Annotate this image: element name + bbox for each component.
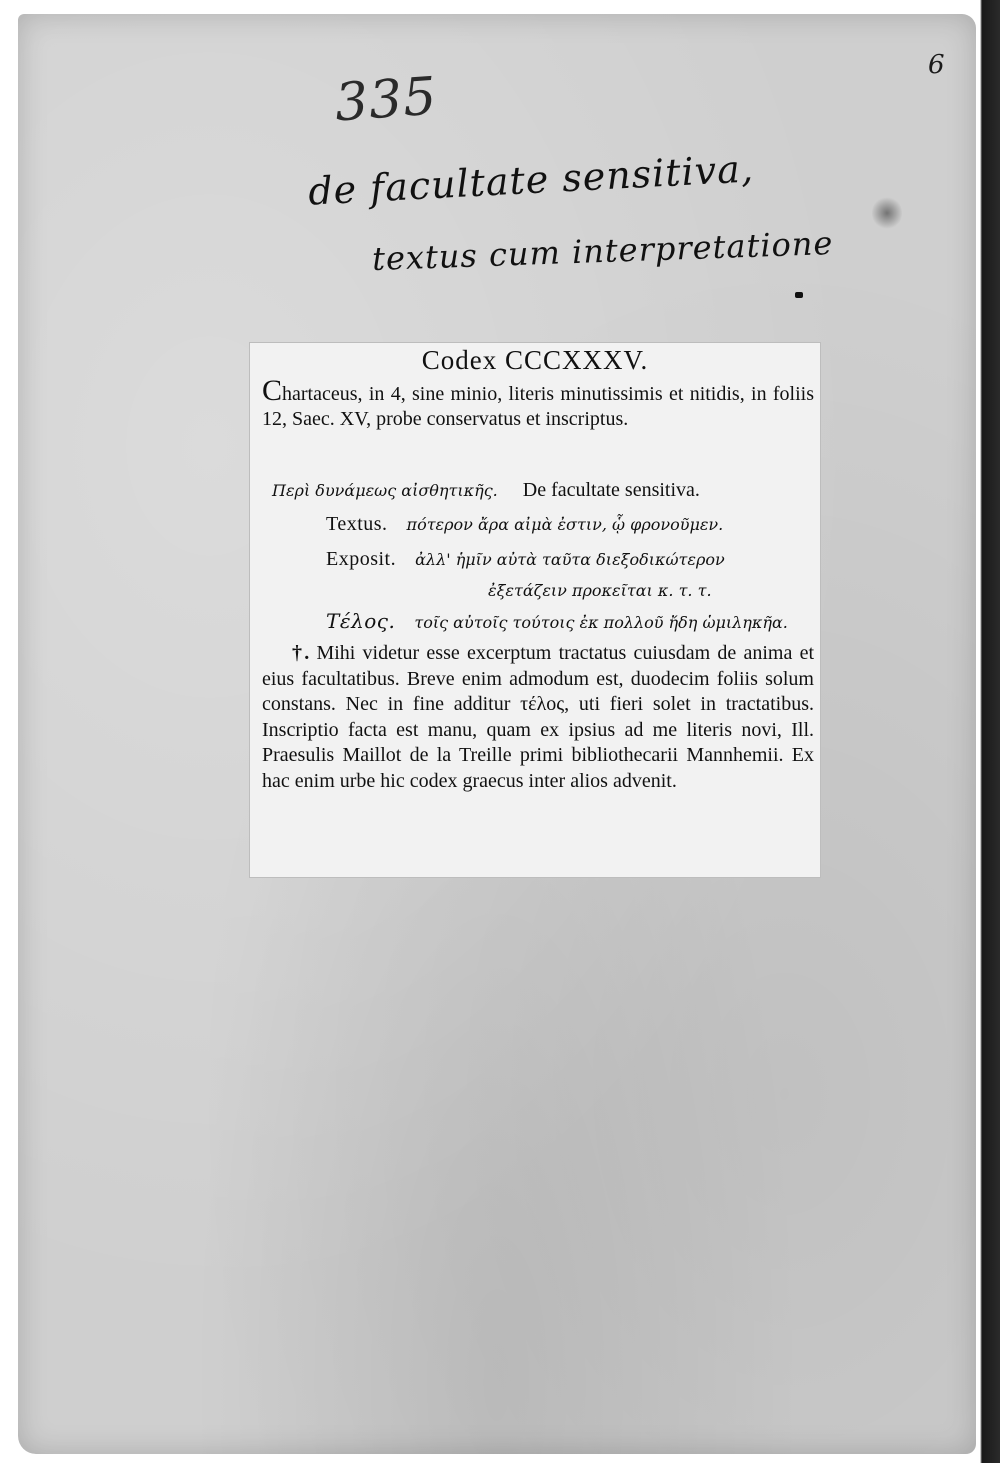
codex-description [262,374,814,432]
greek-title: Περὶ δυνάμεως αἰσθητικῆς. [272,481,498,500]
textus-row [326,513,723,536]
exposit-row [326,548,725,571]
telos-explicit: τοῖς αὐτοῖς τούτοις ἐκ πολλοῦ ἤδη ὡμιληκῆα. [414,613,788,632]
work-title-row [272,479,700,502]
catalog-note [262,641,814,794]
telos-label: Τέλος. [326,609,396,633]
exposit-incipit-line-2: ἐξετάζειν προκεῖται κ. τ. τ. [488,581,712,600]
codex-title: Codex CCCXXXV. [421,345,649,375]
textus-label: Textus. [326,513,388,535]
note-text: Mihi videtur esse excerptum tractatus cuiusdam de anima et eius facultatibus. Breve enim admodum est, duodecim foliis solum constans. Nec in fine additur τέλος, uti fieri solet in tractatibus. Inscriptio facta est manu, quam ex ipsius ad me literis novi, Ill. Praesulis Maillot de la Treille primi bibliothecarii Mannhemii. Ex hac enim urbe hic codex graecus inter alios advenit. [262,642,815,792]
description-text: hartaceus, in 4, sine minio, literis minutissimis et nitidis, in foliis 12, Saec. XV, probe conservatus et inscriptus. [262,383,814,430]
telos-row [326,609,788,634]
textus-incipit: πότερον ἄρα αἰμὰ ἐστιν, ᾧ φρονοῦμεν. [406,515,724,534]
latin-title: De facultate sensitiva. [522,479,700,501]
dagger-mark: †. [292,642,310,664]
binding-edge [976,0,1000,1463]
catalog-label [250,343,820,877]
exposit-label: Exposit. [326,548,397,570]
description-initial: C [262,374,283,407]
exposit-row-2 [488,579,712,602]
exposit-incipit-line-1: ἀλλ' ἡμῖν αὐτὰ ταῦτα διεξοδικώτερον [415,550,725,569]
handwritten-shelfmark: 335 [333,66,440,134]
folio-number: 6 [928,50,945,80]
handwritten-title-line-1: de facultate sensitiva, [307,146,755,214]
ink-dot [795,292,803,298]
ink-stain [872,196,902,230]
handwritten-title-line-2: textus cum interpretatione [371,223,834,279]
